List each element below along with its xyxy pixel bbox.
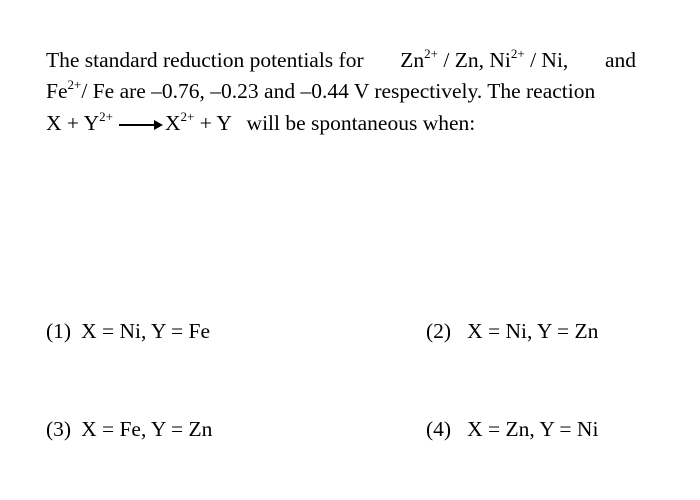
reaction-equation: [46, 111, 231, 135]
question-line-1: [46, 47, 636, 73]
ni-charge: 2+: [510, 46, 525, 61]
option-4[interactable]: [426, 416, 598, 442]
option-2[interactable]: [426, 318, 598, 344]
product-charge: 2+: [180, 109, 195, 124]
option-1[interactable]: [46, 318, 210, 344]
option-number: (4): [426, 417, 452, 441]
option-number: (1): [46, 319, 72, 343]
option-text: X = Ni, Y = Zn: [467, 319, 599, 343]
zn-ni-couples: / Zn, Ni: [438, 48, 511, 72]
question-tail: will be spontaneous when:: [246, 111, 476, 135]
question-line-3: [46, 110, 475, 136]
potentials-text: / Fe are –0.76, –0.23 and –0.44 V respectively. The reaction: [81, 79, 596, 103]
option-number: (3): [46, 417, 72, 441]
product-x: X: [164, 111, 181, 135]
reactants: X + Y: [46, 111, 100, 135]
option-text: X = Zn, Y = Ni: [467, 417, 599, 441]
question-line-2: [46, 78, 595, 104]
couples-text: [400, 47, 568, 73]
reactant-charge: 2+: [99, 109, 113, 124]
and-word: and: [604, 48, 636, 72]
ni-couple-rest: / Ni,: [524, 48, 569, 72]
option-text: X = Ni, Y = Fe: [81, 319, 211, 343]
option-3[interactable]: [46, 416, 212, 442]
product-y: + Y: [194, 111, 232, 135]
question-intro: The standard reduction potentials for: [46, 48, 364, 72]
reaction-arrow-icon: [119, 120, 163, 130]
option-number: (2): [426, 319, 452, 343]
fe-ion: Fe: [46, 79, 68, 103]
zn-ion: Zn: [400, 48, 425, 72]
zn-charge: 2+: [424, 46, 438, 61]
fe-charge: 2+: [67, 77, 82, 92]
option-text: X = Fe, Y = Zn: [81, 417, 213, 441]
